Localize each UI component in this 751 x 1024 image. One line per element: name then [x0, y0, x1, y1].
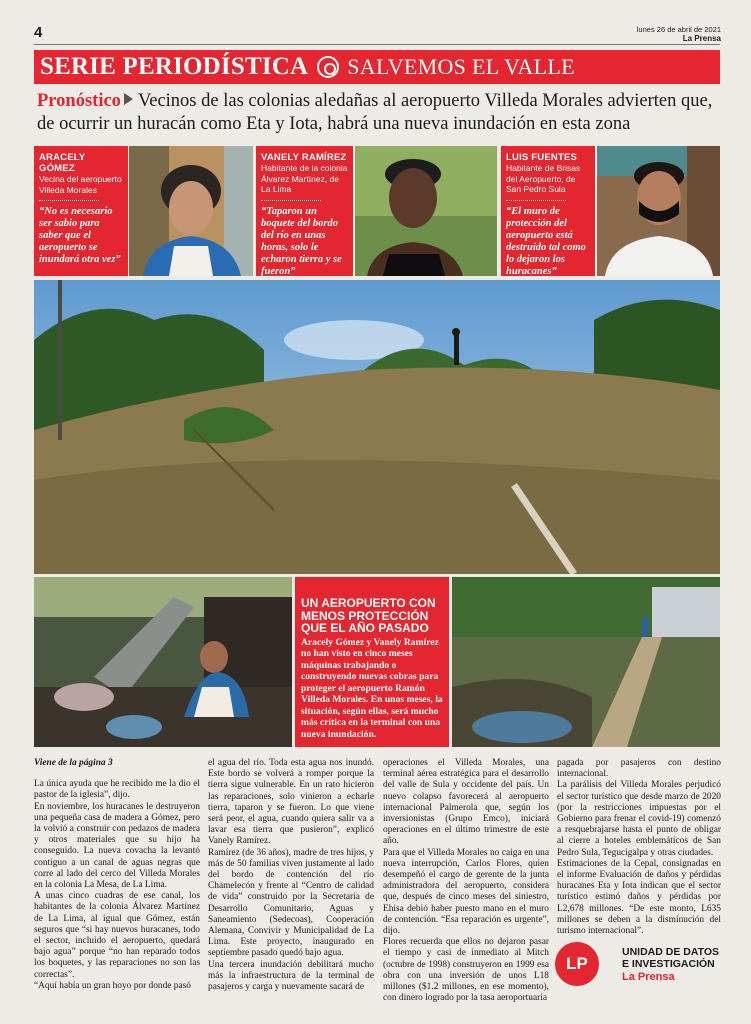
article-paragraph: A unas cinco cuadras de ese canal, los habitantes de la colonia Álvarez Martínez de La Lima, al igual que Gómez, están seguros que “si hay nuevos huracanes, todo el sector, incluido el aeropuerto, quedará bajo agua” porque “no han reparado todos los boquetes, y las reparaciones no son las correctas”.	[34, 891, 200, 980]
quote-text: “El muro de protección del aeropuerto está destruido tal como lo dejaron los huracanes”	[506, 205, 586, 277]
article-column-3	[383, 758, 549, 1004]
article-paragraph: “Aquí había un gran hoyo por donde pasó	[34, 980, 191, 991]
header-paper: La Prensa	[682, 34, 721, 43]
quote-name: ARACELY GÓMEZ	[39, 152, 86, 174]
article-paragraph: La única ayuda que he recibido me la dio el pastor de la iglesia”, dijo.	[34, 779, 200, 801]
quote-name: LUIS FUENTES	[506, 152, 578, 163]
article-column-4	[557, 758, 721, 937]
page-header	[637, 25, 721, 43]
quote-box	[501, 146, 595, 276]
article-kicker: Viene de la página 3	[34, 758, 113, 768]
arrow-right-icon	[124, 93, 133, 105]
quote-divider	[506, 200, 566, 201]
series-subtitle: SALVEMOS EL VALLE	[347, 54, 575, 79]
sidebar-body: Aracely Gómez y Vanely Ramírez no han visto en cinco meses máquinas trabajando o construyendo nuevas cobras para proteger el aeropuerto Ramón Villeda Morales. En unos meses, la situación, según ellas, será mucho más crítica en la terminal con una nueva inundación.	[301, 636, 443, 740]
article-paragraph: Estimaciones de la Cepal, consignadas en el informe Evaluación de daños y pérdidas huracanes Eta y Iota indican que el sector turístico estimó daños y pérdidas por L2,678 millones. “De este monto, L635 millones se deben a la disminución del turismo internacional”.	[557, 858, 721, 937]
unit-brand: La Prensa	[622, 971, 675, 983]
series-title: SERIE PERIODÍSTICA	[40, 53, 309, 80]
article-paragraph: Una tercera inundación debilitará mucho más la infraestructura de la terminal de pasajeros y carga y nuevamente sacará de	[208, 959, 374, 993]
quote-divider	[39, 200, 99, 201]
lp-logo-icon: LP	[555, 942, 599, 986]
article-paragraph: operaciones el Villeda Morales, una terminal aérea estratégica para el desarrollo del valle de Sula y occidente del país. Un nuevo colapso favorecerá al aeropuerto internacional Palmerola que, según los inversionistas (Grupo Emco), iniciará operaciones en el último trimestre de este año.	[383, 758, 549, 847]
quote-role: Habitante de Brisas del Aeropuerto, de San Pedro Sula	[506, 163, 581, 194]
unit-title	[622, 946, 719, 970]
portrait-vanely	[355, 146, 497, 276]
unit-line-2: E INVESTIGACIÓN	[622, 958, 715, 970]
quote-box	[34, 146, 128, 276]
main-photo-levee	[34, 280, 720, 574]
quote-role: Habitante de la colonia Álvarez Martínez, de La Lima	[261, 163, 348, 194]
header-date: lunes 26 de abril de 2021	[636, 25, 721, 34]
article-column-2	[208, 758, 374, 993]
portrait-aracely	[129, 146, 253, 276]
headline-text: Vecinos de las colonias aledañas al aeropuerto Villeda Morales advierten que, de ocurrir un huracán como Eta y Iota, habrá una nueva inundación en esta zona	[37, 91, 713, 134]
article-paragraph: el agua del río. Toda esta agua nos inundó. Este bordo se volverá a romper porque la tierra sigue vulnerable. En un rato hicieron las reparaciones, solo vinieron a echarle tierra, taparon y se fueron. Lo que viene será peor, el agua, cuando quiera salir va a lavar esa tierra que pusieron”, explicó Vanely Ramírez.	[208, 758, 374, 847]
quote-text: “No es necesario ser sabio para saber que el aeropuerto se inundará otra vez”	[39, 206, 121, 265]
article-paragraph: Para que el Villeda Morales no caiga en una nueva interrupción, Carlos Flores, quien desempeñó el cargo de gerente de la junta administradora del aeropuerto, considera que, después de cinco meses del siniestro, Ehisa debió haber puesto mano en el muro de contención. “Esa reparación es urgente”, dijo.	[383, 847, 549, 937]
quote-divider	[261, 200, 321, 201]
data-unit-logo	[555, 942, 720, 986]
photo-bridge-canal	[452, 577, 720, 747]
pin-logo-icon	[317, 56, 339, 78]
headline	[37, 90, 721, 136]
photo-flooded-house	[34, 577, 292, 747]
headline-kicker: Pronóstico	[37, 91, 121, 111]
article-paragraph: pagada por pasajeros con destino internacional.	[557, 758, 721, 780]
header-rule	[34, 44, 720, 45]
quote-role: Vecina del aeropuerto Villeda Morales	[39, 174, 122, 195]
quote-box	[256, 146, 353, 276]
sidebar-box	[295, 577, 449, 747]
portrait-luis	[597, 146, 720, 276]
unit-line-1: UNIDAD DE DATOS	[622, 946, 720, 958]
article-paragraph: La parálisis del Villeda Morales perjudicó el sector turístico que desde marzo de 2020 (por la restricciones impuestas por el Gobierno para frenar el covid-19) comenzó a resquebrajarse hasta el punto de obligar al cierre a hoteles emblemáticos de San Pedro Sula, Tegucigalpa y otras ciudades.	[557, 780, 721, 858]
article-paragraph: Flores recuerda que ellos no dejaron pasar el tiempo y casi de inmediato al Mitch (octubre de 1998) construyeron en 1999 esa obra con una inversión de unos L18 millones ($1.2 millones, en ese momento), con dinero logrado por la tasa aeroportuaria	[383, 937, 549, 1004]
article-column-1	[34, 758, 200, 992]
article-paragraph: En noviembre, los huracanes le destruyeron una pequeña casa de madera a Gómez, pero la volvió a construir con pedazos de madera y otros materiales que su hijo ha conseguido. La nueva covacha la levantó contiguo a un canal de aguas negras que corre al lado del cerco del Villeda Morales en la colonia La Mesa, de La Lima.	[34, 801, 200, 891]
page-number: 4	[34, 24, 43, 41]
article-paragraph: Ramírez (de 36 años), madre de tres hijos, y más de 50 familias viven justamente al lado del bordo de contención del río Chamelecón y frente al “Centro de calidad de vida” construido por la Secretaría de Desarrollo Comunitario, Aguas y Saneamiento (Sedecoas), Cooperación Alemana, Convivir y Municipalidad de La Lima. Este proyecto, inaugurado en septiembre pasado quedó bajo agua.	[208, 847, 374, 959]
sidebar-title: UN AEROPUERTO CON MENOS PROTECCIÓN QUE EL AÑO PASADO	[301, 596, 436, 635]
series-banner	[34, 50, 720, 84]
quote-text: “Taparon un boquete del bordo del río en unas horas, solo le echaron tierra y se fueron”	[261, 205, 342, 277]
quote-name: VANELY RAMÍREZ	[261, 152, 347, 163]
